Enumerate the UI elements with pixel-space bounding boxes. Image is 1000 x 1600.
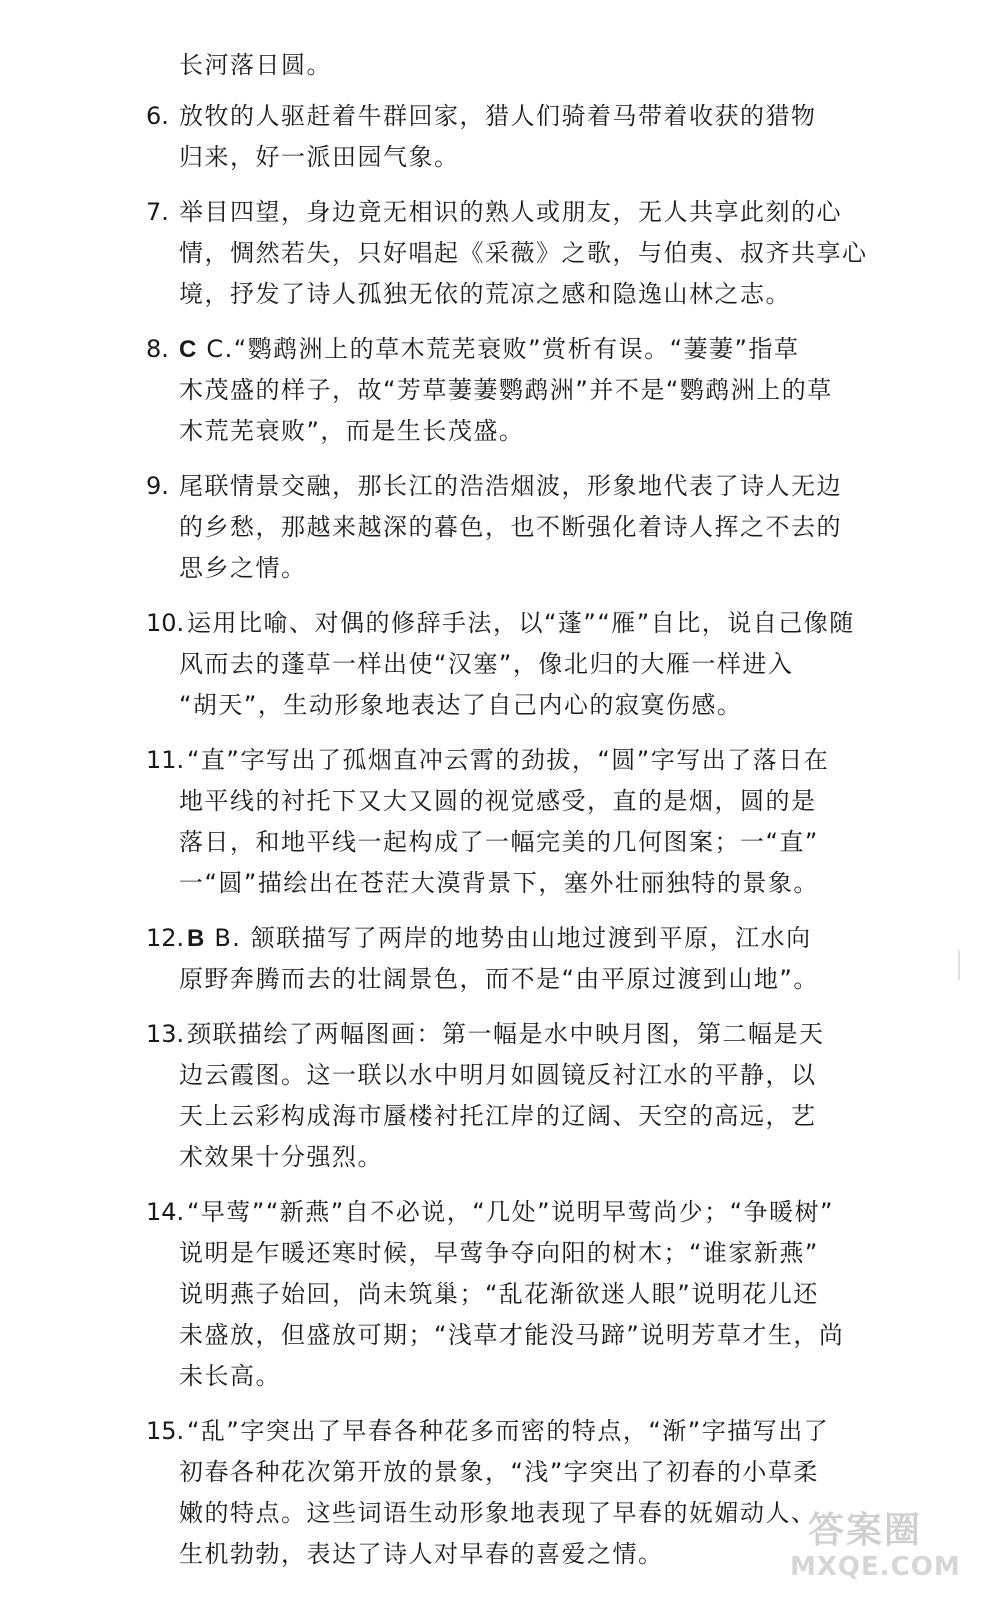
answer-line xyxy=(146,827,819,868)
answer-line xyxy=(146,923,812,964)
answer-line xyxy=(146,1416,830,1457)
answer-line xyxy=(146,786,817,827)
answer-text: 未盛放，但盛放可期；“浅草才能没马蹄”说明芳草才生，尚 xyxy=(179,1321,845,1349)
answer-line xyxy=(146,868,819,909)
question-number: 12. xyxy=(146,924,185,952)
watermark-logo: 答案圈 xyxy=(808,1510,923,1551)
answer-line xyxy=(146,471,842,512)
answer-line xyxy=(146,512,842,553)
answer-text: 颈联描绘了两幅图画：第一幅是水中映月图，第二幅是天 xyxy=(187,1020,825,1048)
answer-item xyxy=(146,471,842,594)
answer-line xyxy=(146,1361,806,1402)
answer-text: 归来，好一派田园气象。 xyxy=(179,143,460,171)
answer-item xyxy=(146,1019,825,1183)
answer-choice: B xyxy=(187,925,205,952)
answer-choice: C xyxy=(179,336,197,363)
question-number: 9. xyxy=(146,472,169,500)
answer-text: 木茂盛的样子，故“芳草萋萋鹦鹉洲”并不是“鹦鹉洲上的草 xyxy=(179,376,833,404)
answer-text: 长河落日圆。 xyxy=(179,51,332,79)
answer-text: 初春各种花次第开放的景象，“浅”字突出了初春的小草柔 xyxy=(179,1458,819,1486)
question-number: 6. xyxy=(146,102,169,130)
answer-line xyxy=(146,1142,806,1183)
answer-text: 原野奔腾而去的壮阔景色，而不是“由平原过渡到山地”。 xyxy=(179,965,819,993)
answer-line xyxy=(146,1279,819,1320)
answer-item xyxy=(146,608,855,731)
watermark-url: MXQE.COM xyxy=(790,1552,961,1582)
answer-text: B. 颔联描写了两岸的地势由山地过渡到平原，江水向 xyxy=(214,924,812,952)
answer-line xyxy=(146,50,806,91)
answer-line xyxy=(146,142,806,183)
answer-item xyxy=(146,101,817,183)
question-number: 10. xyxy=(146,609,185,637)
answer-text: 运用比喻、对偶的修辞手法，以“蓬”“雁”自比，说自己像随 xyxy=(187,609,855,637)
answer-text: 境，抒发了诗人孤独无依的荒凉之感和隐逸山林之志。 xyxy=(179,280,791,308)
question-number: 14. xyxy=(146,1198,185,1226)
answer-text: 生机勃勃，表达了诗人对早春的喜爱之情。 xyxy=(179,1540,664,1568)
answer-line xyxy=(146,1101,817,1142)
answer-line xyxy=(146,238,868,279)
answer-line xyxy=(146,197,842,238)
answer-item xyxy=(146,334,833,457)
answer-text: 放牧的人驱赶着牛群回家，猎人们骑着马带着收获的猎物 xyxy=(179,102,817,130)
answer-line xyxy=(146,690,806,731)
answer-text: 木荒芜衰败”，而是生长茂盛。 xyxy=(179,417,525,445)
answer-text: 说明是乍暖还寒时候，早莺争夺向阳的树木；“谁家新燕” xyxy=(179,1239,819,1267)
answer-item xyxy=(146,197,868,320)
answer-text: 地平线的衬托下又大又圆的视觉感受，直的是烟，圆的是 xyxy=(179,787,817,815)
answer-line xyxy=(146,1498,817,1539)
answer-text: 说明燕子始回，尚未筑巢；“乱花渐欲迷人眼”说明花儿还 xyxy=(179,1280,819,1308)
answer-text: 思乡之情。 xyxy=(179,554,307,582)
answer-text: “早莺”“新燕”自不必说，“几处”说明早莺尚少；“争暖树” xyxy=(187,1198,834,1226)
question-number: 15. xyxy=(146,1417,185,1445)
answer-line xyxy=(146,608,855,649)
answer-line xyxy=(146,375,833,416)
question-number: 13. xyxy=(146,1020,185,1048)
answer-text: 尾联情景交融，那长江的浩浩烟波，形象地代表了诗人无边 xyxy=(179,472,842,500)
answer-line xyxy=(146,964,819,1005)
answer-line xyxy=(146,279,806,320)
answer-text: 情，惆然若失，只好唱起《采薇》之歌，与伯夷、叔齐共享心 xyxy=(179,239,868,267)
question-number: 11. xyxy=(146,746,185,774)
answer-line xyxy=(146,1060,817,1101)
answer-text: “乱”字突出了早春各种花多而密的特点，“渐”字描写出了 xyxy=(187,1417,830,1445)
answer-line xyxy=(146,416,806,457)
answer-line xyxy=(146,1457,819,1498)
answer-text: 边云霞图。这一联以水中明月如圆镜反衬江水的平静，以 xyxy=(179,1061,817,1089)
answer-line xyxy=(146,1539,806,1580)
question-number: 7. xyxy=(146,198,169,226)
answer-text: C.“鹦鹉洲上的草木荒芜衰败”赏析有误。“萋萋”指草 xyxy=(206,335,800,363)
answer-item xyxy=(146,745,830,909)
question-number: 8. xyxy=(146,335,169,363)
answer-text: 嫩的特点。这些词语生动形象地表现了早春的妩媚动人、 xyxy=(179,1499,817,1527)
answer-text: 天上云彩构成海市蜃楼衬托江岸的辽阔、天空的高远，艺 xyxy=(179,1102,817,1130)
answer-line xyxy=(146,649,806,690)
answer-item xyxy=(146,50,806,91)
answer-text: 的乡愁，那越来越深的暮色，也不断强化着诗人挥之不去的 xyxy=(179,513,842,541)
answer-line xyxy=(146,1238,819,1279)
answer-line xyxy=(146,553,806,594)
answer-line xyxy=(146,1320,845,1361)
answer-text: 未长高。 xyxy=(179,1362,281,1390)
answer-text: 风而去的蓬草一样出使“汉塞”，像北归的大雁一样进入 xyxy=(179,650,794,678)
answer-text: 举目四望，身边竟无相识的熟人或朋友，无人共享此刻的心 xyxy=(179,198,842,226)
answer-text: 一“圆”描绘出在苍茫大漠背景下，塞外壮丽独特的景象。 xyxy=(179,869,819,897)
answer-item xyxy=(146,1416,830,1580)
answer-item xyxy=(146,923,819,1005)
answer-line xyxy=(146,1197,834,1238)
answer-text: “胡天”，生动形象地表达了自己内心的寂寞伤感。 xyxy=(179,691,743,719)
answer-text: “直”字写出了孤烟直冲云霄的劲拔，“圆”字写出了落日在 xyxy=(187,746,830,774)
answer-line xyxy=(146,1019,825,1060)
answer-line xyxy=(146,101,817,142)
answer-line xyxy=(146,745,830,786)
answer-text: 术效果十分强烈。 xyxy=(179,1143,383,1171)
answer-item xyxy=(146,1197,845,1402)
scan-edge-mark xyxy=(958,950,960,980)
answer-line xyxy=(146,334,806,375)
watermark xyxy=(790,1502,980,1592)
answer-text: 落日，和地平线一起构成了一幅完美的几何图案；一“直” xyxy=(179,828,819,856)
